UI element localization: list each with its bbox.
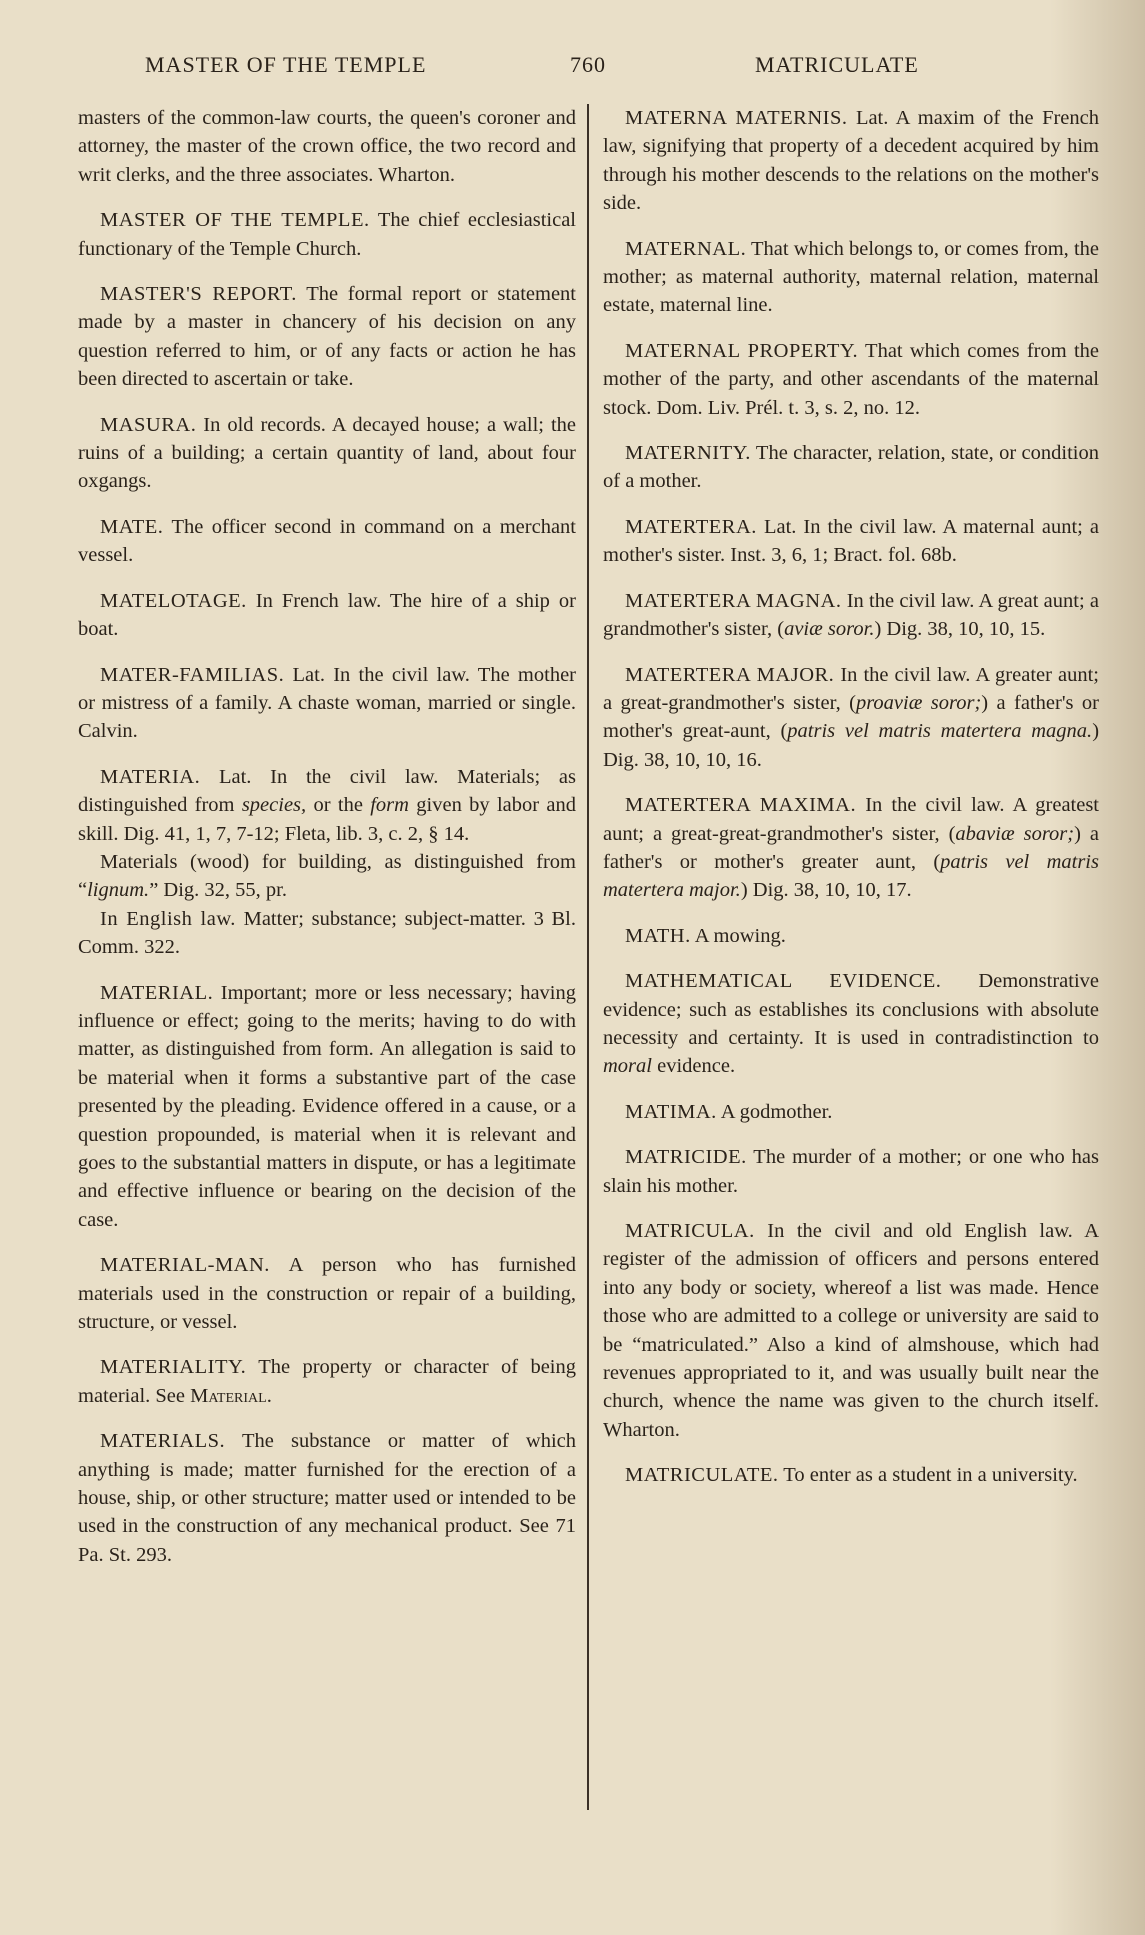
entry-text: ) Dig. 38, 10, 10, 16. [603, 720, 1100, 771]
headword: MATERNITY. [625, 442, 751, 465]
entry-text: In French law. The hire of a ship or boat. [78, 589, 577, 641]
headword: MATRICULATE. [625, 1464, 779, 1487]
entry-materiality [78, 1353, 576, 1410]
headword: MATHEMATICAL EVIDENCE. [625, 970, 942, 993]
headword: MATERTERA MAGNA. [625, 589, 842, 612]
entry-matertera-magna [603, 587, 1099, 644]
entry-text: In the civil law. A greatest aunt; a great-great-grandmother's sister, ( [603, 794, 1100, 845]
header-left-guideword: MASTER OF THE TEMPLE [145, 52, 427, 77]
headword: MATERIAL-MAN. [100, 1254, 270, 1277]
entry-italic: aviæ soror. [784, 618, 875, 641]
entry-text: Matter; substance; subject-matter. 3 Bl. Comm. 322. [78, 907, 576, 959]
entry-master-of-the-temple [78, 206, 576, 263]
entry-text: The officer second in command on a merchant vessel. [78, 515, 576, 567]
entry-text: The property or character of being material. See [78, 1356, 576, 1407]
entry-matima [603, 1098, 1099, 1126]
entry-text: In the civil law. A greater aunt; a great-grandmother's sister, ( [603, 663, 1099, 714]
headword: MATERIA. [100, 765, 201, 788]
headword: MASURA. [100, 413, 197, 436]
headword: MATERNAL PROPERTY. [625, 339, 859, 362]
entry-text: A godmother. [720, 1100, 833, 1123]
entry-text: A person who has furnished materials used in the construction or repair of a building, structure, or vessel. [78, 1254, 576, 1334]
entry-text: Important; more or less necessary; having influence or effect; going to the merits; having to do with matter, as distinguished from form. An allegation is said to be material when it forms a substantive part of the case presented by the pleading. Evidence offered in a cause, or a question propounded, is material when it is relevant and goes to the substantial matters in dispute, or has a legitimate and effective influence or bearing on the decision of the case. [78, 981, 576, 1231]
entry-text: Materials (wood) for building, as distinguished from “ [78, 850, 576, 902]
entry-text: The murder of a mother; or one who has slain his mother. [603, 1146, 1099, 1197]
entry-text: That which belongs to, or comes from, the mother; as maternal authority, maternal relation, maternal estate, maternal line. [603, 237, 1099, 317]
entry-text: evidence. [651, 1055, 736, 1078]
entry-matelotage [78, 587, 576, 644]
header-right-guideword: MATRICULATE [755, 52, 919, 77]
headword: MATRICIDE. [625, 1146, 747, 1169]
entry-text: ) Dig. 38, 10, 10, 17. [740, 879, 912, 902]
headword: MATELOTAGE. [100, 589, 247, 612]
headword: MATERTERA MAJOR. [625, 663, 835, 686]
page-number: 760 [570, 52, 606, 77]
entry-text: ) Dig. 38, 10, 10, 15. [874, 618, 1046, 641]
entry-text: The formal report or statement made by a master in chancery of his decision on any question referred to him, or of any facts or action he has been directed to ascertain or take. [78, 283, 576, 391]
headword: MASTER OF THE TEMPLE. [100, 209, 370, 232]
column-divider [587, 104, 589, 1810]
entry-italic: patris vel matris matertera magna. [787, 720, 1093, 743]
headword: MATERIALITY. [100, 1356, 247, 1379]
headword: MATERTERA MAXIMA. [625, 794, 857, 817]
entry-mater-familias [78, 661, 576, 746]
entry-text: Demonstrative evidence; such as establishes its conclusions with absolute necessity and certainty. It is used in contradistinction to [603, 970, 1100, 1049]
entry-text: or the [306, 794, 371, 817]
entry-matertera-major [603, 661, 1099, 775]
headword: MATERTERA. [625, 515, 757, 538]
entry-material-man [78, 1251, 576, 1336]
entry-materials [78, 1427, 576, 1569]
entry-text: The chief ecclesiastical functionary of the Temple Church. [78, 209, 577, 260]
left-column [78, 104, 576, 1586]
cross-reference: Material. [190, 1384, 272, 1407]
entry-italic: lignum. [87, 879, 150, 902]
entry-text: In the civil law. A great aunt; a grandmother's sister, ( [603, 589, 1099, 641]
entry-text: ) a father's or mother's great-aunt, ( [603, 691, 1099, 743]
entry-text: To enter as a student in a university. [783, 1464, 1078, 1487]
headword: MATRICULA. [625, 1220, 755, 1242]
entry-maternal-property [603, 337, 1099, 422]
entry-matertera [603, 513, 1099, 570]
headword: MATERIAL. [100, 981, 214, 1004]
entry-italic: moral [603, 1055, 652, 1078]
entry-text: The character, relation, state, or condition of a mother. [603, 442, 1099, 493]
entry-matriculate [603, 1461, 1099, 1489]
entry-text: In old records. A decayed house; a wall; the ruins of a building; a certain quantity of land, about four oxgangs. [78, 413, 576, 493]
entry-maternity [603, 439, 1099, 496]
entry-text: Lat. In the civil law. The mother or mistress of a family. A chaste woman, married or single. Calvin. [78, 663, 576, 743]
running-head [0, 52, 1145, 92]
entry-text: Lat. A maxim of the French law, signifying that property of a decedent acquired by him through his mother descends to the relations on the mother's side. [603, 107, 1100, 215]
headword: MATER-FAMILIAS. [100, 663, 285, 686]
headword: MATH. [625, 924, 691, 947]
entry-italic: species, [241, 794, 307, 817]
subsense-lead: In English law. [100, 907, 236, 930]
entry-masura [78, 411, 576, 496]
entry-text: A mowing. [694, 924, 786, 947]
entry-text: The substance or matter of which anything is made; matter furnished for the erection of a house, ship, or other structure; matter used or intended to be used in the construction of any mechanical product. See 71 Pa. St. 293. [78, 1430, 576, 1566]
entry-italic: patris vel matris matertera major. [603, 850, 1099, 902]
entry-masters-report [78, 280, 576, 394]
entry-maternal [603, 235, 1099, 320]
entry-mathematical-evidence [603, 967, 1099, 1081]
entry-text: ” Dig. 32, 55, pr. [149, 879, 287, 902]
entry-material [78, 979, 576, 1235]
entry-matertera-maxima [603, 791, 1099, 905]
headword: MATE. [100, 515, 164, 538]
entry-materia [78, 763, 576, 962]
entry-matricula [603, 1217, 1099, 1444]
entry-materna-maternis [603, 104, 1099, 218]
entry-math [603, 922, 1099, 950]
continuation-entry [78, 104, 576, 189]
right-column [603, 104, 1099, 1507]
entry-text: Lat. In the civil law. A maternal aunt; a mother's sister. Inst. 3, 6, 1; Bract. fol. 68b. [603, 515, 1100, 567]
entry-mate [78, 513, 576, 570]
entry-text: In the civil and old English law. A register of the admission of officers and persons entered into any body or society, whereof a list was made. Hence those who are admitted to a college or university are said to be “matriculated.” Also a kind of almshouse, which had revenues appropriated to it, and was usually built near the church, whence the name was given to the church itself. Wharton. [603, 1220, 1099, 1441]
entry-matricide [603, 1143, 1099, 1200]
entry-text: masters of the common-law courts, the queen's coroner and attorney, the master of the crown office, the two record and writ clerks, and the three associates. Wharton. [78, 107, 576, 186]
entry-italic: abaviæ soror; [955, 822, 1075, 845]
entry-text: ) a father's or mother's greater aunt, ( [603, 822, 1100, 873]
entry-italic: proaviæ soror; [855, 691, 982, 714]
entry-italic: form [370, 794, 409, 817]
headword: MATERNA MATERNIS. [625, 107, 848, 129]
entry-text: given by labor and skill. Dig. 41, 1, 7, 7-12; Fleta, lib. 3, c. 2, § 14. [78, 794, 577, 845]
headword: MASTER'S REPORT. [100, 283, 297, 306]
headword: MATERIALS. [100, 1430, 226, 1453]
headword: MATIMA. [625, 1100, 717, 1123]
entry-text: That which comes from the mother of the party, and other ascendants of the maternal stock. Dom. Liv. Prél. t. 3, s. 2, no. 12. [603, 339, 1099, 419]
entry-text: Lat. In the civil law. Materials; as distinguished from [78, 765, 576, 817]
headword: MATERNAL. [625, 237, 747, 260]
